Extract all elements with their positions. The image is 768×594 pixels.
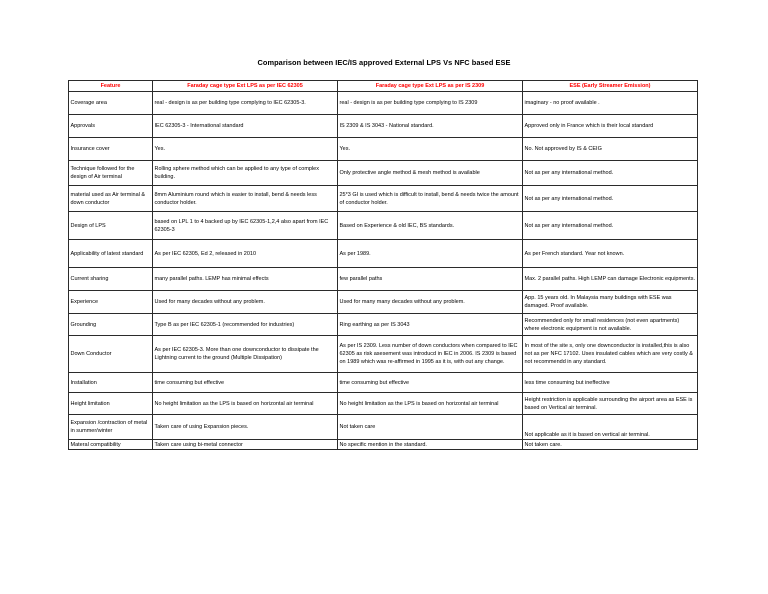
table-row bbox=[69, 291, 698, 314]
table-row bbox=[69, 115, 698, 138]
cell-is: time consuming but effective bbox=[338, 373, 523, 393]
cell-ese: less time consuming but ineffective bbox=[523, 373, 698, 393]
cell-feature: Coverage area bbox=[69, 92, 153, 115]
cell-ese: Not as per any international method. bbox=[523, 186, 698, 212]
cell-iec: 8mm Aluminium round which is easier to install, bend & needs less conductor holder. bbox=[153, 186, 338, 212]
header-iec-62305: Faraday cage type Ext LPS as per IEC 62305 bbox=[153, 81, 338, 92]
cell-feature: Height limitation bbox=[69, 393, 153, 415]
table-row bbox=[69, 138, 698, 161]
cell-ese: App. 15 years old. In Malaysia many buildings with ESE was damaged. Proof available. bbox=[523, 291, 698, 314]
cell-iec: Taken care of using Expansion pieces. bbox=[153, 415, 338, 440]
cell-iec: As per IEC 62305, Ed 2, released in 2010 bbox=[153, 240, 338, 268]
cell-feature: Experience bbox=[69, 291, 153, 314]
cell-feature: Current sharing bbox=[69, 268, 153, 291]
cell-iec: many parallel paths. LEMP has minimal effects bbox=[153, 268, 338, 291]
cell-iec: Taken care using bi-metal connector bbox=[153, 440, 338, 450]
cell-is: few parallel paths bbox=[338, 268, 523, 291]
cell-iec: No height limitation as the LPS is based on horizontal air terminal bbox=[153, 393, 338, 415]
cell-ese: No. Not approved by IS & CEIG bbox=[523, 138, 698, 161]
cell-iec: Yes. bbox=[153, 138, 338, 161]
header-is-2309: Faraday cage type Ext LPS as per IS 2309 bbox=[338, 81, 523, 92]
cell-feature: Down Conductor bbox=[69, 336, 153, 373]
cell-is: Based on Experience & old IEC, BS standards. bbox=[338, 212, 523, 240]
cell-is: Yes. bbox=[338, 138, 523, 161]
cell-feature: Installation bbox=[69, 373, 153, 393]
cell-is: real - design is as per building type complying to IS 2309 bbox=[338, 92, 523, 115]
cell-ese: In most of the site s, only one downconductor is installed,this is also not as per NFC 17102. Uses insulated cables which are very costly & not recommendd in any standard. bbox=[523, 336, 698, 373]
cell-ese: Approved only in France which is their local standard bbox=[523, 115, 698, 138]
cell-iec: IEC 62305-3 - International standard bbox=[153, 115, 338, 138]
cell-ese: Not applicable as it is based on vertical air terminal. bbox=[523, 415, 698, 440]
cell-ese: Not as per any international method. bbox=[523, 212, 698, 240]
cell-is: As per 1989. bbox=[338, 240, 523, 268]
cell-iec: Rolling sphere method which can be applied to any type of complex building. bbox=[153, 161, 338, 186]
table-row bbox=[69, 336, 698, 373]
cell-feature: Applicability of latest standard bbox=[69, 240, 153, 268]
cell-is: Used for many many decades without any problem. bbox=[338, 291, 523, 314]
cell-feature: Design of LPS bbox=[69, 212, 153, 240]
table-row bbox=[69, 440, 698, 450]
cell-ese: As per French standard. Year not known. bbox=[523, 240, 698, 268]
cell-is: No specific mention in the standard. bbox=[338, 440, 523, 450]
cell-feature: Technique followed for the design of Air terminal bbox=[69, 161, 153, 186]
table-row bbox=[69, 212, 698, 240]
cell-iec: As per IEC 62305-3. More than one downconductor to dissipate the Lightning current to the ground (Multiple Dissipation) bbox=[153, 336, 338, 373]
header-ese: ESE (Early Streamer Emission) bbox=[523, 81, 698, 92]
table-row bbox=[69, 240, 698, 268]
cell-iec: real - design is as per building type complying to IEC 62305-3. bbox=[153, 92, 338, 115]
cell-ese: Max. 2 parallel paths. High LEMP can damage Electronic equipments. bbox=[523, 268, 698, 291]
cell-feature: Expansion /contraction of metal in summer/winter bbox=[69, 415, 153, 440]
cell-feature: material used as Air terminal & down conductor bbox=[69, 186, 153, 212]
comparison-table bbox=[68, 80, 698, 450]
cell-is: Only protective angle method & mesh method is available bbox=[338, 161, 523, 186]
cell-is: As per IS 2309. Less number of down conductors when compared to IEC 62305 as risk asesement was introducd in IEC in 2006. IS 2309 is based on 1989 which was re-affirmed in 1995 as it is, with out any change. bbox=[338, 336, 523, 373]
cell-is: No height limitation as the LPS is based on horizontal air terminal bbox=[338, 393, 523, 415]
cell-ese: Recommended only for small residences (not even apartments) where electronic equipment is not available. bbox=[523, 314, 698, 336]
cell-feature: Materal compatibility bbox=[69, 440, 153, 450]
cell-is: Not taken care bbox=[338, 415, 523, 440]
cell-is: 25*3 GI is used which is difficult to install, bend & needs twice the amount of conductor holder. bbox=[338, 186, 523, 212]
table-header-row bbox=[69, 81, 698, 92]
table-row bbox=[69, 393, 698, 415]
table-row bbox=[69, 268, 698, 291]
table-row bbox=[69, 314, 698, 336]
document-title: Comparison between IEC/IS approved External LPS Vs NFC based ESE bbox=[257, 58, 511, 67]
header-feature: Feature bbox=[69, 81, 153, 92]
table-row bbox=[69, 161, 698, 186]
table-row bbox=[69, 373, 698, 393]
cell-iec: time consuming but effective bbox=[153, 373, 338, 393]
cell-iec: Used for many decades without any problem. bbox=[153, 291, 338, 314]
cell-feature: Insurance cover bbox=[69, 138, 153, 161]
table-row bbox=[69, 92, 698, 115]
cell-ese: Not as per any international method. bbox=[523, 161, 698, 186]
cell-iec: Type B as per IEC 62305-1 (recommended for industries) bbox=[153, 314, 338, 336]
cell-iec: based on LPL 1 to 4 backed up by IEC 62305-1,2,4 also apart from IEC 62305-3 bbox=[153, 212, 338, 240]
cell-is: IS 2309 & IS 3043 - National standard. bbox=[338, 115, 523, 138]
cell-ese: imaginary - no proof available . bbox=[523, 92, 698, 115]
cell-ese: Height restriction is applicable surrounding the airport area as ESE is based on Vertical air terminal. bbox=[523, 393, 698, 415]
cell-feature: Grounding bbox=[69, 314, 153, 336]
cell-ese: Not taken care. bbox=[523, 440, 698, 450]
cell-feature: Approvals bbox=[69, 115, 153, 138]
cell-is: Ring earthing as per IS 3043 bbox=[338, 314, 523, 336]
table-row bbox=[69, 186, 698, 212]
table-row bbox=[69, 415, 698, 440]
